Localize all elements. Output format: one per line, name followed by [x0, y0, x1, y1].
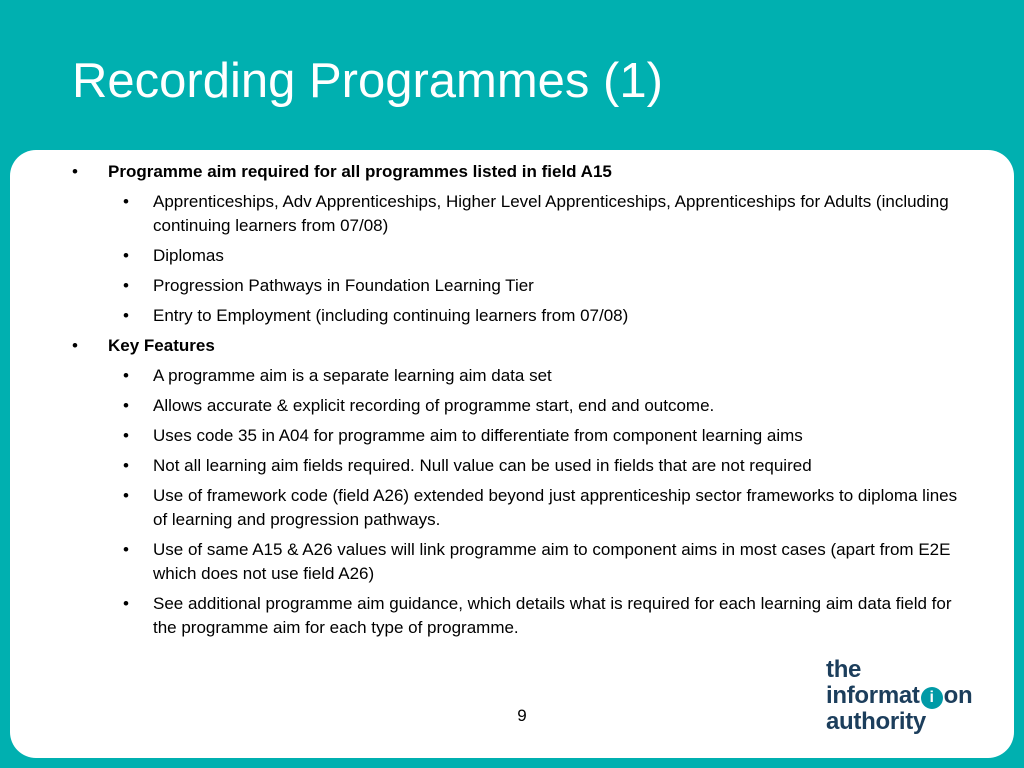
list-item — [10, 424, 1014, 448]
list-item — [10, 394, 1014, 418]
logo-text-information-end: on — [943, 682, 973, 709]
list-item-text: Entry to Employment (including continuing learners from 07/08) — [153, 306, 629, 325]
bullet-marker: • — [123, 192, 129, 211]
list-item — [10, 592, 1014, 640]
bullet-marker: • — [123, 456, 129, 475]
list-item-text: Not all learning aim fields required. Null value can be used in fields that are not required — [153, 456, 812, 475]
bullet-marker: • — [123, 396, 129, 415]
slide-title: Recording Programmes (1) — [72, 54, 663, 108]
bullet-marker: • — [123, 246, 129, 265]
bullet-marker: • — [72, 336, 78, 355]
section-heading — [10, 160, 1014, 184]
list-item — [10, 274, 1014, 298]
list-item-text: Use of same A15 & A26 values will link programme aim to component aims in most cases (apart from E2E which does not use field A26) — [153, 540, 951, 583]
bullet-marker: • — [72, 162, 78, 181]
section-heading — [10, 334, 1014, 358]
bullet-marker: • — [123, 594, 129, 613]
bullet-marker: • — [123, 426, 129, 445]
list-item-text: See additional programme aim guidance, which details what is required for each learning aim data field for the programme aim for each type of programme. — [153, 594, 952, 637]
list-item — [10, 454, 1014, 478]
logo-line-3: authority — [826, 708, 926, 735]
list-item — [10, 364, 1014, 388]
bullet-marker: • — [123, 276, 129, 295]
bullet-marker: • — [123, 306, 129, 325]
content-panel — [10, 150, 1014, 758]
section-heading-text: Programme aim required for all programmes listed in field A15 — [108, 162, 612, 181]
list-item — [10, 244, 1014, 268]
list-item-text: Diplomas — [153, 246, 224, 265]
section-heading-text: Key Features — [108, 336, 215, 355]
list-item — [10, 484, 1014, 532]
list-item-text: Uses code 35 in A04 for programme aim to differentiate from component learning aims — [153, 426, 803, 445]
bullet-marker: • — [123, 540, 129, 559]
logo-line-1: the — [826, 656, 862, 683]
bullet-marker: • — [123, 486, 129, 505]
list-item — [10, 538, 1014, 586]
bullet-marker: • — [123, 366, 129, 385]
list-item-text: Use of framework code (field A26) extended beyond just apprenticeship sector frameworks to diploma lines of learning and progression pathways. — [153, 486, 958, 529]
list-item-text: Progression Pathways in Foundation Learning Tier — [153, 276, 534, 295]
bullet-list — [10, 160, 1014, 646]
list-item — [10, 190, 1014, 238]
list-item-text: Apprenticeships, Adv Apprenticeships, Higher Level Apprenticeships, Apprenticeships for Adults (including continuing learners from 07/08) — [153, 192, 949, 235]
logo-line-2 — [826, 683, 972, 709]
list-item-text: A programme aim is a separate learning aim data set — [153, 366, 552, 385]
organization-logo — [826, 657, 972, 735]
logo-text-information-start: informat — [826, 682, 920, 709]
page-number: 9 — [517, 706, 527, 725]
list-item — [10, 304, 1014, 328]
info-i-icon: i — [921, 687, 943, 709]
list-item-text: Allows accurate & explicit recording of programme start, end and outcome. — [153, 396, 715, 415]
